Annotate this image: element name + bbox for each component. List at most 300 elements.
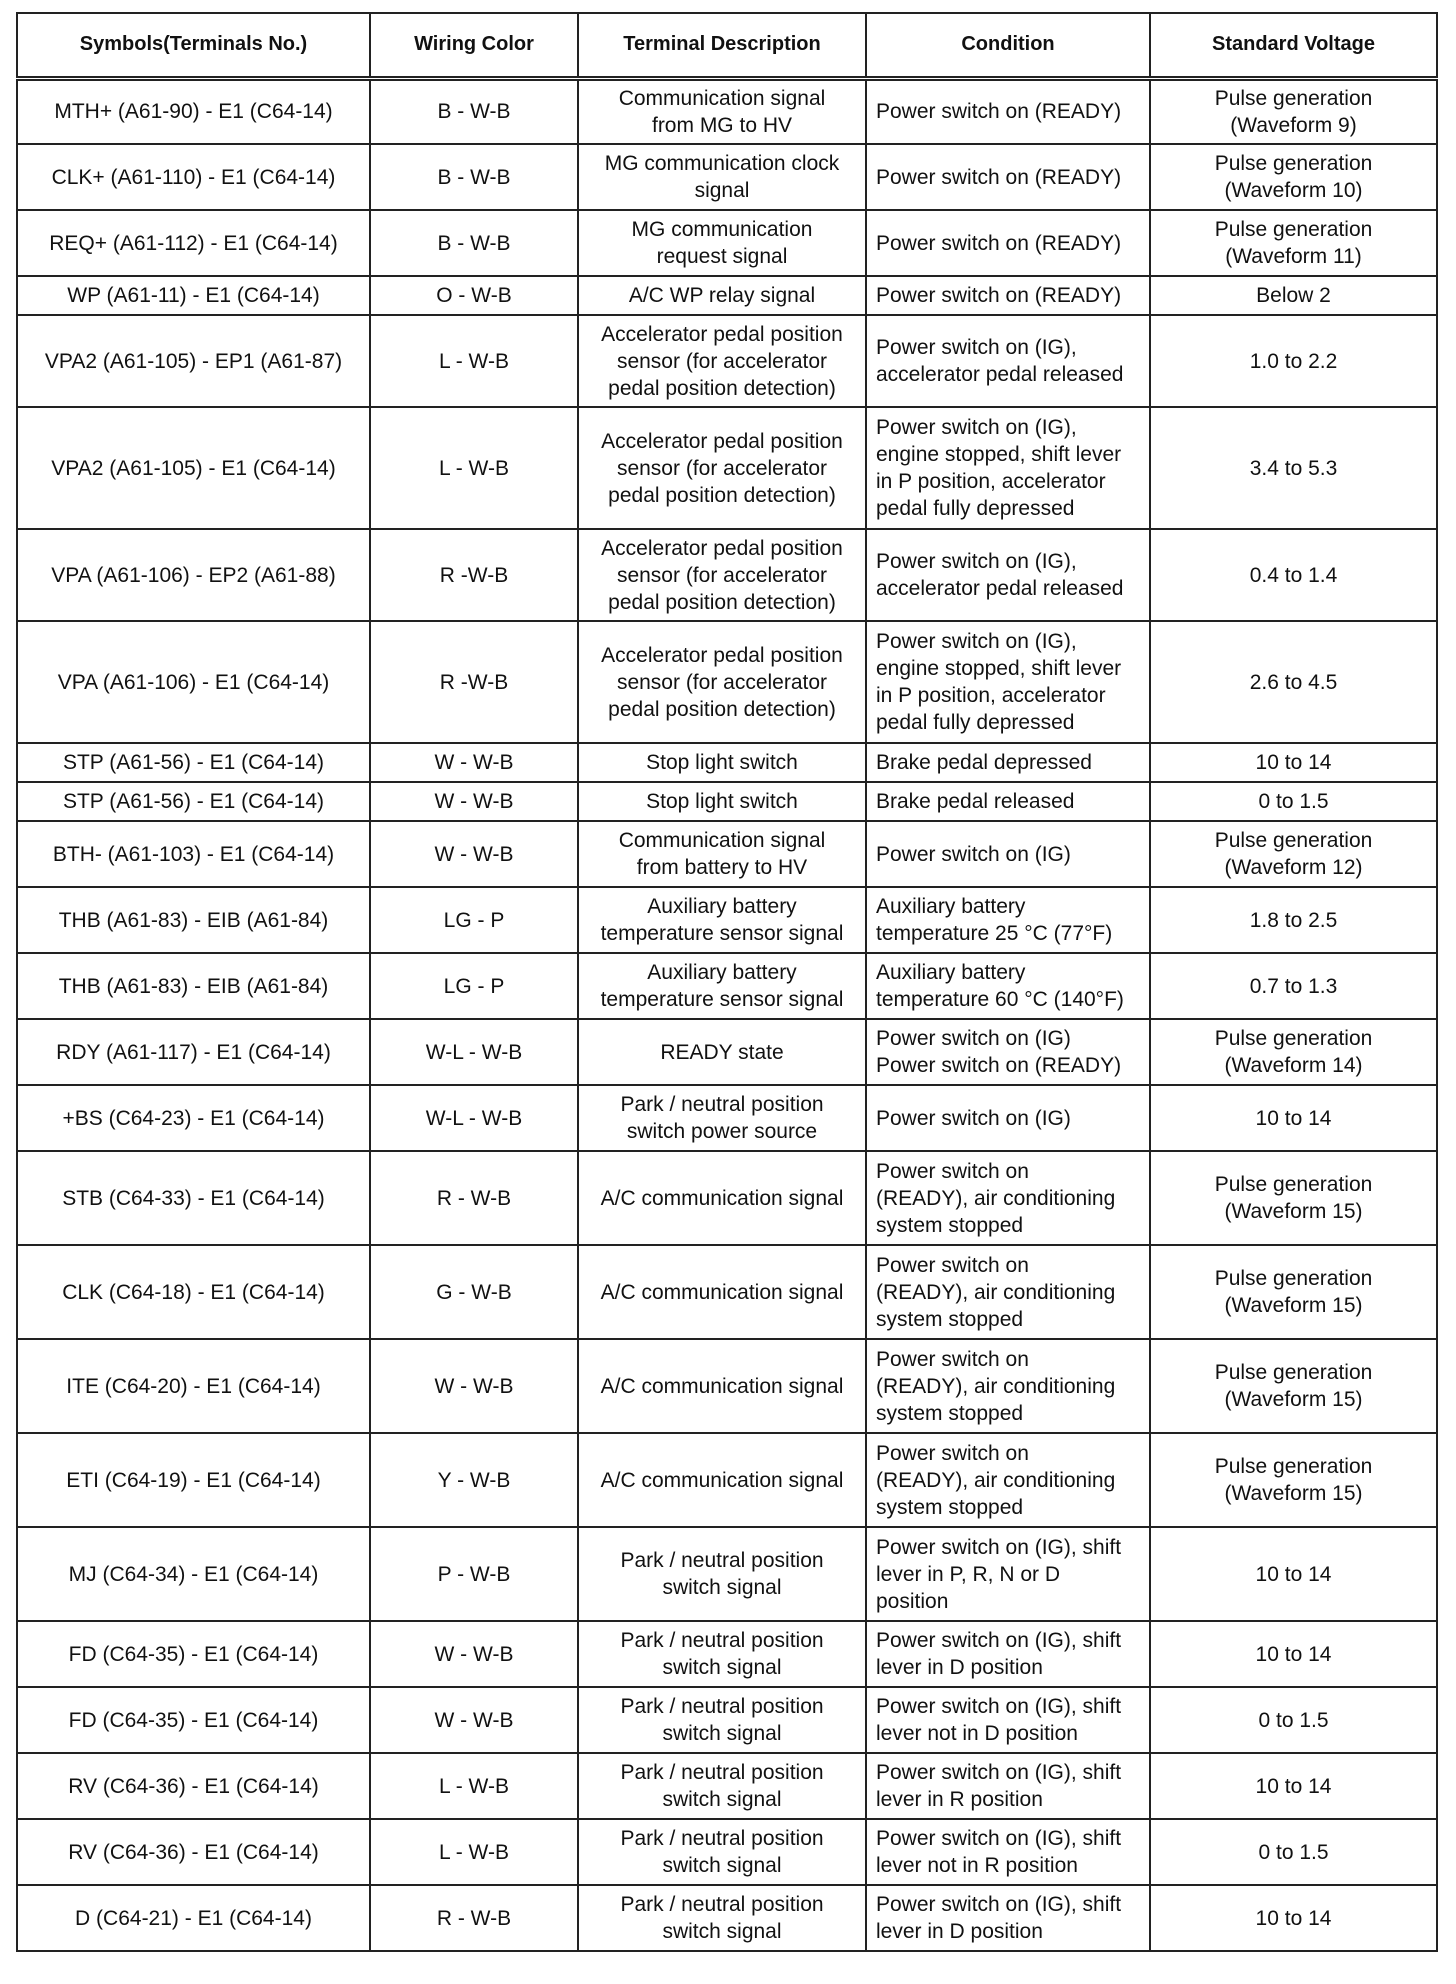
cell-line: (READY), air conditioning <box>876 1186 1116 1210</box>
cell-line: lever not in R position <box>876 1854 1078 1877</box>
wiring-color-cell <box>370 78 578 144</box>
symbol-cell <box>17 1885 370 1951</box>
cell-line: 1.0 to 2.2 <box>1249 349 1338 373</box>
cell-line: Park / neutral position <box>620 1761 824 1784</box>
cell-line: VPA2 (A61-105) - E1 (C64-14) <box>51 456 336 480</box>
standard-voltage-cell <box>1150 1885 1437 1951</box>
standard-voltage-cell <box>1150 315 1437 407</box>
standard-voltage-cell <box>1150 1527 1437 1621</box>
condition-cell <box>866 1433 1150 1527</box>
cell-line: system stopped <box>876 1401 1024 1425</box>
cell-line: Power switch on (IG), shift <box>876 1893 1122 1916</box>
table-row <box>17 621 1437 743</box>
table-row <box>17 743 1437 782</box>
cell-line: Power switch on (IG) <box>876 1106 1071 1130</box>
cell-line: (Waveform 15) <box>1224 1200 1363 1223</box>
cell-line: lever in R position <box>876 1788 1043 1811</box>
cell-line: A/C WP relay signal <box>628 284 816 307</box>
cell-line: system stopped <box>876 1307 1024 1331</box>
cell-line: (Waveform 15) <box>1224 1294 1363 1317</box>
table-row <box>17 1433 1437 1527</box>
cell-line: Power switch on (IG) <box>876 1027 1071 1050</box>
cell-line: temperature sensor signal <box>600 988 844 1011</box>
terminal-description-cell <box>578 887 866 953</box>
cell-line: switch signal <box>662 1722 782 1745</box>
cell-line: Terminal Description <box>623 33 821 56</box>
symbol-cell <box>17 887 370 953</box>
cell-line: pedal position detection) <box>608 376 836 400</box>
table-row <box>17 78 1437 144</box>
condition-cell <box>866 1527 1150 1621</box>
cell-line: LG - P <box>443 974 505 998</box>
cell-line: MG communication clock <box>604 152 840 175</box>
table-row <box>17 1527 1437 1621</box>
cell-line: Power switch on (IG), <box>876 336 1077 359</box>
terminal-description-cell <box>578 821 866 887</box>
symbol-cell <box>17 1687 370 1753</box>
cell-line: W - W-B <box>434 751 514 774</box>
symbol-cell <box>17 1085 370 1151</box>
cell-line: Power switch on <box>876 1253 1029 1277</box>
cell-line: MG communication <box>631 218 813 241</box>
standard-voltage-cell <box>1150 210 1437 276</box>
standard-voltage-cell <box>1150 1433 1437 1527</box>
cell-line: Brake pedal depressed <box>876 751 1092 774</box>
terminal-description-cell <box>578 1339 866 1433</box>
terminal-description-cell <box>578 743 866 782</box>
table-row <box>17 1885 1437 1951</box>
standard-voltage-cell <box>1150 276 1437 315</box>
table-row <box>17 1151 1437 1245</box>
cell-line: W - W-B <box>434 1374 514 1398</box>
cell-line: W - W-B <box>434 1708 514 1732</box>
wiring-color-cell <box>370 407 578 529</box>
symbol-cell <box>17 1527 370 1621</box>
table-row <box>17 407 1437 529</box>
condition-cell <box>866 407 1150 529</box>
cell-line: Pulse generation <box>1214 86 1373 110</box>
wiring-color-cell <box>370 782 578 821</box>
cell-line: (READY), air conditioning <box>876 1468 1116 1492</box>
cell-line: Park / neutral position <box>620 1695 824 1718</box>
cell-line: (Terminals No.) <box>163 33 308 56</box>
cell-line: Accelerator pedal position <box>601 536 843 560</box>
cell-line: MTH+ (A61-90) - E1 (C64-14) <box>54 100 333 124</box>
terminal-description-cell <box>578 1885 866 1951</box>
cell-line: Below 2 <box>1256 284 1331 307</box>
cell-line: Stop light switch <box>646 790 798 813</box>
symbol-cell <box>17 782 370 821</box>
cell-line: 0.7 to 1.3 <box>1249 974 1338 998</box>
table-row <box>17 1085 1437 1151</box>
cell-line: lever in D position <box>876 1656 1043 1679</box>
wiring-color-cell <box>370 953 578 1019</box>
terminal-description-cell <box>578 315 866 407</box>
terminal-description-cell <box>578 1819 866 1885</box>
cell-line: THB (A61-83) - EIB (A61-84) <box>58 908 329 932</box>
cell-line: P - W-B <box>437 1562 511 1586</box>
table-row <box>17 1245 1437 1339</box>
standard-voltage-cell <box>1150 1151 1437 1245</box>
cell-line: Power switch on (IG), shift <box>876 1761 1122 1784</box>
table-row <box>17 1753 1437 1819</box>
condition-cell <box>866 1819 1150 1885</box>
header-standard-voltage <box>1150 13 1437 78</box>
cell-line: REQ+ (A61-112) - E1 (C64-14) <box>49 231 338 255</box>
cell-line: 10 to 14 <box>1255 751 1332 774</box>
cell-line: Power switch on (READY) <box>876 100 1122 124</box>
cell-line: STB (C64-33) - E1 (C64-14) <box>62 1186 325 1210</box>
cell-line: Power switch on (IG), shift <box>876 1827 1122 1850</box>
cell-line: Pulse generation <box>1214 1173 1373 1196</box>
cell-line: temperature 60 °C (140°F) <box>876 988 1124 1011</box>
condition-cell <box>866 78 1150 144</box>
cell-line: 10 to 14 <box>1255 1906 1332 1930</box>
cell-line: Y - W-B <box>437 1468 511 1492</box>
wiring-color-cell <box>370 1753 578 1819</box>
condition-cell <box>866 1151 1150 1245</box>
table-row <box>17 144 1437 210</box>
terminal-description-cell <box>578 210 866 276</box>
cell-line: B - W-B <box>437 165 511 189</box>
terminal-description-cell <box>578 1151 866 1245</box>
cell-line: pedal position detection) <box>608 590 836 614</box>
cell-line: Condition <box>961 33 1055 56</box>
wiring-color-cell <box>370 821 578 887</box>
terminal-description-cell <box>578 1019 866 1085</box>
header-condition <box>866 13 1150 78</box>
table-body <box>17 78 1437 1951</box>
cell-line: in P position, accelerator <box>876 470 1106 493</box>
symbol-cell <box>17 1819 370 1885</box>
cell-line: Power switch on <box>876 1159 1029 1183</box>
symbol-cell <box>17 1433 370 1527</box>
cell-line: engine stopped, shift lever <box>876 657 1122 680</box>
cell-line: Auxiliary battery <box>876 961 1026 984</box>
symbol-cell <box>17 1753 370 1819</box>
cell-line: +BS (C64-23) - E1 (C64-14) <box>62 1106 325 1130</box>
table-row <box>17 1339 1437 1433</box>
cell-line: W-L - W-B <box>425 1106 523 1130</box>
condition-cell <box>866 1245 1150 1339</box>
symbol-cell <box>17 276 370 315</box>
cell-line: 0 to 1.5 <box>1258 790 1329 813</box>
cell-line: Pulse generation <box>1214 1361 1373 1384</box>
wiring-color-cell <box>370 743 578 782</box>
condition-cell <box>866 782 1150 821</box>
cell-line: request signal <box>656 245 788 268</box>
table-row <box>17 1019 1437 1085</box>
terminal-description-cell <box>578 407 866 529</box>
symbol-cell <box>17 144 370 210</box>
wiring-color-cell <box>370 887 578 953</box>
header-terminal-description <box>578 13 866 78</box>
wiring-color-cell <box>370 621 578 743</box>
cell-line: Communication signal <box>618 86 826 110</box>
wiring-color-cell <box>370 210 578 276</box>
cell-line: Park / neutral position <box>620 1093 824 1116</box>
cell-line: pedal fully depressed <box>876 711 1075 734</box>
cell-line: L - W-B <box>438 1774 509 1798</box>
condition-cell <box>866 1753 1150 1819</box>
cell-line: L - W-B <box>438 349 509 373</box>
table-row <box>17 210 1437 276</box>
cell-line: Wiring Color <box>414 33 534 56</box>
cell-line: 10 to 14 <box>1255 1774 1332 1798</box>
cell-line: W - W-B <box>434 790 514 813</box>
cell-line: Power switch on <box>876 1347 1029 1371</box>
cell-line: Auxiliary battery <box>647 961 797 984</box>
cell-line: Communication signal <box>618 829 826 852</box>
cell-line: G - W-B <box>436 1280 512 1304</box>
symbol-cell <box>17 78 370 144</box>
cell-line: Pulse generation <box>1214 829 1373 852</box>
cell-line: sensor (for accelerator <box>616 349 828 373</box>
cell-line: A/C communication signal <box>600 1186 844 1210</box>
terminal-voltage-table-container <box>16 12 1436 1975</box>
cell-line: 10 to 14 <box>1255 1562 1332 1586</box>
condition-cell <box>866 1687 1150 1753</box>
cell-line: B - W-B <box>437 100 511 124</box>
terminal-description-cell <box>578 782 866 821</box>
wiring-color-cell <box>370 1819 578 1885</box>
cell-line: 0 to 1.5 <box>1258 1708 1329 1732</box>
cell-line: switch signal <box>662 1576 782 1599</box>
cell-line: (Waveform 9) <box>1230 113 1357 137</box>
standard-voltage-cell <box>1150 529 1437 621</box>
cell-line: Pulse generation <box>1214 1267 1373 1290</box>
standard-voltage-cell <box>1150 1085 1437 1151</box>
condition-cell <box>866 821 1150 887</box>
cell-line: BTH- (A61-103) - E1 (C64-14) <box>52 842 335 866</box>
cell-line: A/C communication signal <box>600 1468 844 1492</box>
wiring-color-cell <box>370 276 578 315</box>
cell-line: Power switch on (IG), shift <box>876 1535 1122 1559</box>
condition-cell <box>866 1019 1150 1085</box>
standard-voltage-cell <box>1150 887 1437 953</box>
cell-line: Power switch on (IG), <box>876 416 1077 439</box>
terminal-description-cell <box>578 1687 866 1753</box>
cell-line: Power switch on (IG), shift <box>876 1695 1122 1718</box>
symbol-cell <box>17 621 370 743</box>
cell-line: L - W-B <box>438 1840 509 1864</box>
cell-line: A/C communication signal <box>600 1374 844 1398</box>
standard-voltage-cell <box>1150 1819 1437 1885</box>
cell-line: switch signal <box>662 1788 782 1811</box>
table-header <box>17 13 1437 78</box>
cell-line: VPA (A61-106) - E1 (C64-14) <box>57 670 330 694</box>
cell-line: (Waveform 15) <box>1224 1482 1363 1505</box>
cell-line: VPA (A61-106) - EP2 (A61-88) <box>51 563 336 587</box>
cell-line: WP (A61-11) - E1 (C64-14) <box>67 284 320 307</box>
cell-line: O - W-B <box>436 284 512 307</box>
cell-line: from MG to HV <box>651 113 793 137</box>
cell-line: Auxiliary battery <box>647 895 797 918</box>
standard-voltage-cell <box>1150 1753 1437 1819</box>
cell-line: Auxiliary battery <box>876 895 1026 918</box>
cell-line: (READY), air conditioning <box>876 1280 1116 1304</box>
condition-cell <box>866 315 1150 407</box>
condition-cell <box>866 1085 1150 1151</box>
symbol-cell <box>17 529 370 621</box>
cell-line: Accelerator pedal position <box>601 322 843 346</box>
cell-line: RV (C64-36) - E1 (C64-14) <box>68 1774 319 1798</box>
cell-line: switch signal <box>662 1854 782 1877</box>
terminal-description-cell <box>578 144 866 210</box>
cell-line: switch signal <box>662 1920 782 1943</box>
cell-line: MJ (C64-34) - E1 (C64-14) <box>68 1562 319 1586</box>
terminal-description-cell <box>578 78 866 144</box>
table-row <box>17 315 1437 407</box>
terminal-description-cell <box>578 1621 866 1687</box>
wiring-color-cell <box>370 1019 578 1085</box>
cell-line: 10 to 14 <box>1255 1642 1332 1666</box>
cell-line: accelerator pedal released <box>876 577 1124 600</box>
cell-line: Power switch on (READY) <box>876 1054 1122 1077</box>
cell-line: CLK+ (A61-110) - E1 (C64-14) <box>51 165 336 189</box>
terminal-description-cell <box>578 1753 866 1819</box>
table-row <box>17 1621 1437 1687</box>
cell-line: 3.4 to 5.3 <box>1249 456 1338 480</box>
table-row <box>17 276 1437 315</box>
cell-line: A/C communication signal <box>600 1280 844 1304</box>
cell-line: temperature sensor signal <box>600 922 844 945</box>
cell-line: Park / neutral position <box>620 1827 824 1850</box>
cell-line: lever in P, R, N or D <box>876 1562 1061 1586</box>
symbol-cell <box>17 821 370 887</box>
terminal-description-cell <box>578 1245 866 1339</box>
standard-voltage-cell <box>1150 621 1437 743</box>
symbol-cell <box>17 315 370 407</box>
terminal-description-cell <box>578 276 866 315</box>
cell-line: Pulse generation <box>1214 218 1373 241</box>
standard-voltage-cell <box>1150 144 1437 210</box>
cell-line: R -W-B <box>439 563 509 587</box>
cell-line: VPA2 (A61-105) - EP1 (A61-87) <box>44 349 343 373</box>
standard-voltage-cell <box>1150 1245 1437 1339</box>
condition-cell <box>866 743 1150 782</box>
cell-line: Power switch on (READY) <box>876 284 1122 307</box>
cell-line: 0.4 to 1.4 <box>1249 563 1338 587</box>
wiring-color-cell <box>370 1527 578 1621</box>
terminal-description-cell <box>578 621 866 743</box>
table-row <box>17 953 1437 1019</box>
wiring-color-cell <box>370 1085 578 1151</box>
condition-cell <box>866 953 1150 1019</box>
standard-voltage-cell <box>1150 1339 1437 1433</box>
symbol-cell <box>17 1245 370 1339</box>
cell-line: Park / neutral position <box>620 1549 824 1572</box>
standard-voltage-cell <box>1150 1687 1437 1753</box>
wiring-color-cell <box>370 1687 578 1753</box>
cell-line: W - W-B <box>434 842 514 866</box>
cell-line: D (C64-21) - E1 (C64-14) <box>75 1906 312 1930</box>
wiring-color-cell <box>370 1885 578 1951</box>
cell-line: Pulse generation <box>1214 1455 1373 1478</box>
standard-voltage-cell <box>1150 782 1437 821</box>
table-row <box>17 782 1437 821</box>
condition-cell <box>866 621 1150 743</box>
standard-voltage-cell <box>1150 78 1437 144</box>
cell-line: accelerator pedal released <box>876 363 1124 386</box>
cell-line: L - W-B <box>438 456 509 480</box>
cell-line: R - W-B <box>436 1906 512 1930</box>
cell-line: temperature 25 °C (77°F) <box>876 922 1113 945</box>
cell-line: W - W-B <box>434 1642 514 1666</box>
symbol-cell <box>17 210 370 276</box>
symbol-cell <box>17 1339 370 1433</box>
cell-line: CLK (C64-18) - E1 (C64-14) <box>62 1280 325 1304</box>
cell-line: ITE (C64-20) - E1 (C64-14) <box>66 1374 321 1398</box>
cell-line: (READY), air conditioning <box>876 1374 1116 1398</box>
cell-line: system stopped <box>876 1495 1024 1519</box>
cell-line: Power switch on <box>876 1441 1029 1465</box>
standard-voltage-cell <box>1150 1019 1437 1085</box>
cell-line: Park / neutral position <box>620 1893 824 1916</box>
cell-line: Accelerator pedal position <box>601 643 843 667</box>
cell-line: (Waveform 10) <box>1224 179 1363 202</box>
condition-cell <box>866 1885 1150 1951</box>
cell-line: lever in D position <box>876 1920 1043 1943</box>
terminal-description-cell <box>578 1527 866 1621</box>
table-row <box>17 1819 1437 1885</box>
cell-line: pedal position detection) <box>608 483 836 507</box>
cell-line: 10 to 14 <box>1255 1106 1332 1130</box>
cell-line: R - W-B <box>436 1186 512 1210</box>
wiring-color-cell <box>370 144 578 210</box>
standard-voltage-cell <box>1150 743 1437 782</box>
cell-line: RDY (A61-117) - E1 (C64-14) <box>56 1040 331 1064</box>
terminal-description-cell <box>578 1433 866 1527</box>
cell-line: B - W-B <box>437 231 511 255</box>
cell-line: Symbols <box>79 33 164 56</box>
symbol-cell <box>17 1151 370 1245</box>
condition-cell <box>866 210 1150 276</box>
cell-line: THB (A61-83) - EIB (A61-84) <box>58 974 329 998</box>
cell-line: sensor (for accelerator <box>616 456 828 480</box>
cell-line: 0 to 1.5 <box>1258 1840 1329 1864</box>
cell-line: sensor (for accelerator <box>616 670 828 694</box>
cell-line: signal <box>694 179 750 202</box>
cell-line: Accelerator pedal position <box>601 429 843 453</box>
cell-line: position <box>876 1589 949 1613</box>
table-row <box>17 821 1437 887</box>
cell-line: RV (C64-36) - E1 (C64-14) <box>68 1840 319 1864</box>
cell-line: from battery to HV <box>636 856 808 879</box>
cell-line: Power switch on (IG), <box>876 630 1077 653</box>
cell-line: in P position, accelerator <box>876 684 1106 707</box>
cell-line: pedal position detection) <box>608 697 836 721</box>
standard-voltage-cell <box>1150 1621 1437 1687</box>
standard-voltage-cell <box>1150 407 1437 529</box>
header-row <box>17 13 1437 78</box>
standard-voltage-cell <box>1150 953 1437 1019</box>
cell-line: FD (C64-35) - E1 (C64-14) <box>68 1642 319 1666</box>
cell-line: FD (C64-35) - E1 (C64-14) <box>68 1708 319 1732</box>
cell-line: lever not in D position <box>876 1722 1078 1745</box>
cell-line: 2.6 to 4.5 <box>1249 670 1338 694</box>
terminal-description-cell <box>578 953 866 1019</box>
cell-line: switch power source <box>626 1120 818 1143</box>
cell-line: Stop light switch <box>646 751 798 774</box>
cell-line: W-L - W-B <box>425 1040 523 1064</box>
cell-line: Park / neutral position <box>620 1629 824 1652</box>
condition-cell <box>866 887 1150 953</box>
cell-line: system stopped <box>876 1213 1024 1237</box>
wiring-color-cell <box>370 315 578 407</box>
wiring-color-cell <box>370 1245 578 1339</box>
cell-line: (Waveform 14) <box>1224 1054 1363 1077</box>
